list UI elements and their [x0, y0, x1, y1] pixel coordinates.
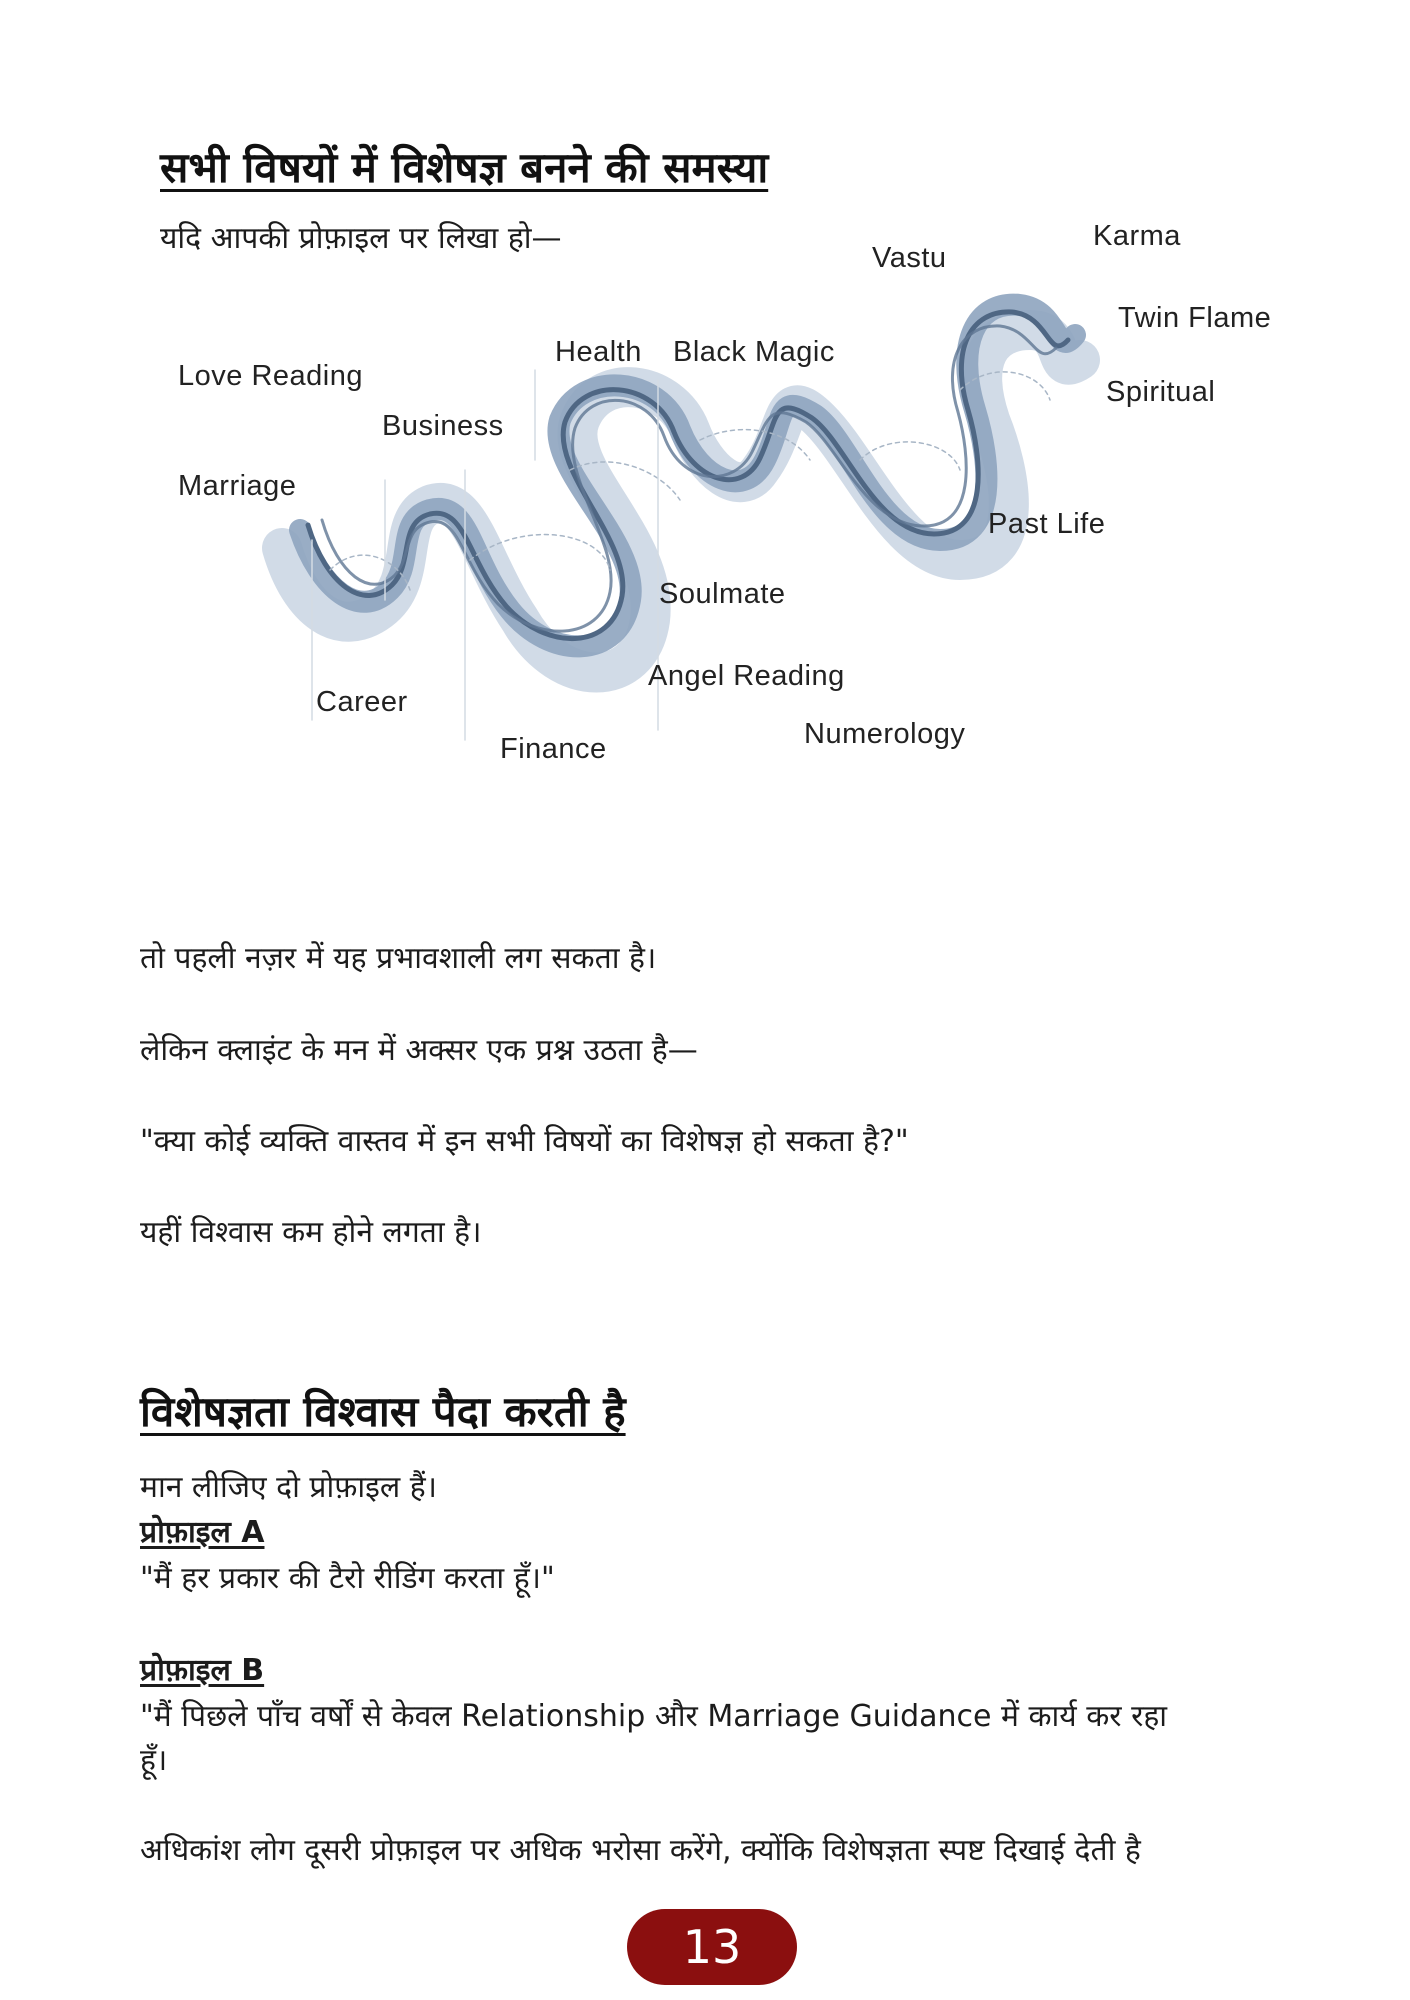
- topic-spiritual: Spiritual: [1106, 376, 1216, 408]
- conclusion-text: अधिकांश लोग दूसरी प्रोफ़ाइल पर अधिक भरोसा करेंगे, क्योंकि विशेषज्ञता स्पष्ट दिखाई देती है: [140, 1833, 1141, 1868]
- paragraph: तो पहली नज़र में यह प्रभावशाली लग सकता है।: [140, 941, 657, 976]
- topic-vastu: Vastu: [872, 242, 947, 274]
- topic-health: Health: [555, 336, 642, 368]
- topic-love-reading: Love Reading: [178, 360, 363, 392]
- profile-b-quote-cont: हूँ।: [140, 1743, 168, 1778]
- page-number-badge: 13: [627, 1909, 797, 1985]
- topic-marriage: Marriage: [178, 470, 297, 502]
- topic-past-life: Past Life: [988, 508, 1106, 540]
- paragraph: लेकिन क्लाइंट के मन में अक्सर एक प्रश्न उठता है—: [140, 1033, 698, 1068]
- quote: "क्या कोई व्यक्ति वास्तव में इन सभी विषयों का विशेषज्ञ हो सकता है?": [140, 1124, 909, 1159]
- topic-twin-flame: Twin Flame: [1118, 302, 1272, 334]
- intro-text: मान लीजिए दो प्रोफ़ाइल हैं।: [140, 1470, 438, 1505]
- topic-finance: Finance: [500, 733, 607, 765]
- topic-soulmate: Soulmate: [659, 578, 786, 610]
- topic-angel-reading: Angel Reading: [648, 660, 845, 692]
- intro-text: यदि आपकी प्रोफ़ाइल पर लिखा हो—: [160, 221, 562, 256]
- topic-numerology: Numerology: [804, 718, 966, 750]
- profile-a-quote: "मैं हर प्रकार की टैरो रीडिंग करता हूँ।": [140, 1561, 555, 1596]
- topic-karma: Karma: [1093, 220, 1181, 252]
- profile-a-title: प्रोफ़ाइल A: [140, 1515, 265, 1550]
- topic-business: Business: [382, 410, 504, 442]
- section-heading: सभी विषयों में विशेषज्ञ बनने की समस्या: [160, 143, 769, 192]
- section-heading: विशेषज्ञता विश्वास पैदा करती है: [140, 1387, 626, 1436]
- topic-career: Career: [316, 686, 408, 718]
- topic-black-magic: Black Magic: [673, 336, 835, 368]
- profile-b-title: प्रोफ़ाइल B: [140, 1653, 265, 1688]
- paragraph: यहीं विश्वास कम होने लगता है।: [140, 1215, 482, 1250]
- profile-b-quote: "मैं पिछले पाँच वर्षों से केवल Relationship और Marriage Guidance में कार्य कर रहा: [140, 1699, 1168, 1734]
